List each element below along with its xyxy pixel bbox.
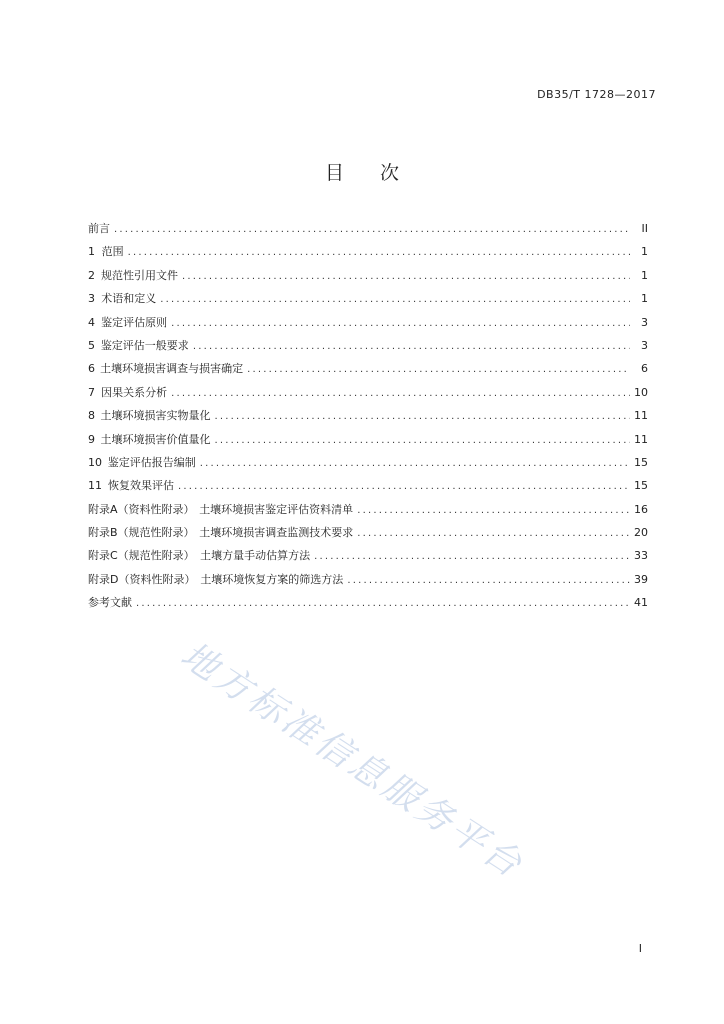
toc-leader-dots <box>314 545 630 568</box>
toc-entry-page: 16 <box>634 502 648 516</box>
toc-entry-title: 土壤环境损害鉴定评估资料清单 <box>199 502 354 516</box>
table-of-contents <box>88 217 648 615</box>
toc-entry[interactable] <box>88 474 648 497</box>
toc-entry-title: 恢复效果评估 <box>108 479 174 493</box>
toc-entry-title: 范围 <box>101 245 124 259</box>
title-part-2: 次 <box>380 162 400 184</box>
toc-entry-number: 4 <box>88 315 95 329</box>
toc-entry[interactable] <box>88 428 648 451</box>
toc-entry-title: 土壤方量手动估算方法 <box>200 549 311 563</box>
toc-entry[interactable] <box>88 217 648 240</box>
toc-entry[interactable] <box>88 451 648 474</box>
toc-entry-page: 15 <box>634 479 648 493</box>
page-number: I <box>638 942 642 955</box>
toc-entry-number: 8 <box>88 409 95 423</box>
toc-entry-page: 6 <box>641 362 648 376</box>
toc-entry-page: 20 <box>634 526 648 540</box>
toc-leader-dots <box>178 475 630 498</box>
title-part-1: 目 <box>324 162 344 184</box>
toc-entry[interactable] <box>88 264 648 287</box>
toc-leader-dots <box>200 452 630 475</box>
toc-entry-title: 前言 <box>88 222 110 235</box>
toc-entry-page: 1 <box>641 245 648 259</box>
toc-leader-dots <box>171 312 630 335</box>
toc-entry-page: 1 <box>641 268 648 282</box>
toc-entry-number: 5 <box>88 338 95 352</box>
toc-entry-number: 7 <box>88 385 95 399</box>
toc-entry[interactable] <box>88 521 648 544</box>
toc-entry-page: 11 <box>634 432 648 446</box>
toc-entry-number: 1 <box>88 245 95 259</box>
toc-leader-dots <box>182 265 630 288</box>
toc-leader-dots <box>215 405 630 428</box>
toc-entry-page: 11 <box>634 409 648 423</box>
toc-entry-number: 9 <box>88 432 95 446</box>
watermark: 地方标准信息服务平台 <box>173 634 532 887</box>
toc-entry-number: 附录B（规范性附录） <box>88 526 195 540</box>
toc-leader-dots <box>357 522 630 545</box>
toc-leader-dots <box>114 218 630 241</box>
toc-entry-title: 术语和定义 <box>101 292 157 306</box>
toc-leader-dots <box>171 382 630 405</box>
toc-leader-dots <box>347 569 630 592</box>
toc-entry[interactable] <box>88 404 648 427</box>
toc-entry[interactable] <box>88 334 648 357</box>
toc-entry-title: 参考文献 <box>88 596 132 610</box>
toc-entry-title: 土壤环境损害调查与损害确定 <box>100 362 244 376</box>
toc-entry-title: 鉴定评估一般要求 <box>100 338 189 352</box>
toc-entry[interactable] <box>88 287 648 310</box>
toc-entry-title: 土壤环境损害价值量化 <box>100 432 211 446</box>
toc-leader-dots <box>215 429 630 452</box>
toc-entry[interactable] <box>88 357 648 380</box>
toc-entry-number: 附录C（规范性附录） <box>88 549 195 563</box>
toc-entry-number: 11 <box>88 479 102 493</box>
toc-entry-title: 因果关系分析 <box>101 385 168 399</box>
toc-entry[interactable] <box>88 591 648 614</box>
toc-entry[interactable] <box>88 568 648 591</box>
toc-leader-dots <box>136 592 630 615</box>
toc-entry-number: 10 <box>88 455 102 469</box>
toc-entry-page: 39 <box>634 572 648 586</box>
toc-entry-page: 3 <box>641 338 648 352</box>
toc-entry[interactable] <box>88 240 648 263</box>
toc-leader-dots <box>357 499 630 522</box>
toc-entry-page: 3 <box>641 315 648 329</box>
toc-entry-title: 土壤环境恢复方案的筛选方法 <box>200 572 344 586</box>
toc-entry-title: 鉴定评估原则 <box>101 315 168 329</box>
toc-entry-title: 鉴定评估报告编制 <box>107 455 196 469</box>
toc-entry-title: 土壤环境损害调查监测技术要求 <box>199 526 354 540</box>
toc-entry[interactable] <box>88 381 648 404</box>
toc-entry[interactable] <box>88 498 648 521</box>
toc-entry-number: 3 <box>88 292 95 306</box>
toc-entry-number: 附录D（资料性附录） <box>88 572 196 586</box>
toc-entry-number: 附录A（资料性附录） <box>88 502 195 516</box>
toc-entry-page: 1 <box>641 292 648 306</box>
toc-leader-dots <box>247 358 630 381</box>
toc-entry-number: 6 <box>88 362 95 376</box>
toc-entry-page: 10 <box>634 385 648 399</box>
toc-entry-title: 规范性引用文件 <box>100 268 178 282</box>
toc-leader-dots <box>128 241 630 264</box>
toc-entry-page: II <box>641 222 648 235</box>
standard-code: DB35/T 1728—2017 <box>537 88 656 101</box>
page-title <box>0 158 724 185</box>
toc-entry[interactable] <box>88 311 648 334</box>
toc-entry-page: 33 <box>634 549 648 563</box>
toc-leader-dots <box>193 335 630 358</box>
toc-entry-number: 2 <box>88 268 95 282</box>
toc-entry-title: 土壤环境损害实物量化 <box>100 409 211 423</box>
toc-entry-page: 41 <box>634 596 648 610</box>
toc-entry-page: 15 <box>634 455 648 469</box>
toc-entry[interactable] <box>88 544 648 567</box>
toc-leader-dots <box>160 288 630 311</box>
